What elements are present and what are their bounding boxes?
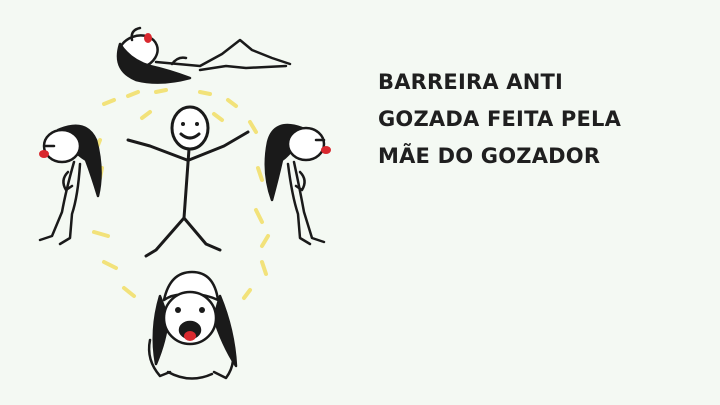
kneeling-woman-icon	[149, 272, 236, 379]
meme-caption	[378, 64, 708, 175]
stick-figure-icon	[128, 107, 248, 256]
leaning-woman-right-icon	[266, 125, 331, 244]
caption-line-3: MÃE DO GOZADOR	[378, 144, 601, 168]
leaning-woman-left-icon	[39, 126, 101, 244]
caption-line-1: BARREIRA ANTI	[378, 70, 564, 94]
caption-line-2: GOZADA FEITA PELA	[378, 107, 622, 131]
lying-woman-icon	[114, 28, 290, 83]
